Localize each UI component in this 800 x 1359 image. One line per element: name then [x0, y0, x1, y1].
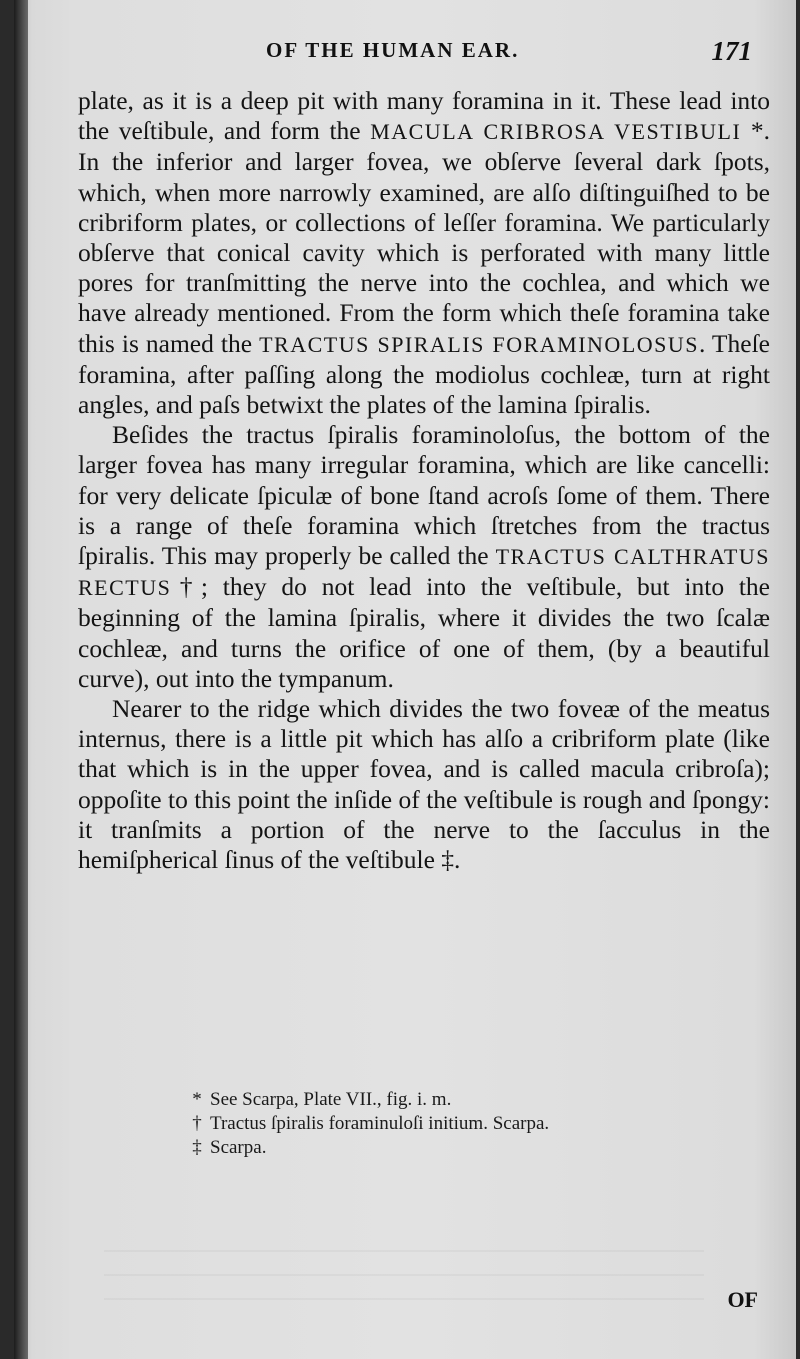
footnotes: [184, 1088, 704, 1160]
show-through: [104, 1240, 704, 1300]
paragraph-2: [78, 420, 770, 694]
tractus-calthratus-term: TRACTUS CALTHRATUS RECTUS: [78, 544, 770, 601]
footnote-text: See Scarpa, Plate VII., fig. i. m.: [210, 1089, 452, 1110]
paragraph-2-text-b: †; they do not lead into the veſtibule, but into the beginning of the lamina ſpiralis, where it divides the two ſcalæ cochleæ, and turns the orifice of one of them, (by a beautiful curve), out into the tympanum.: [78, 572, 770, 693]
paragraph-1-text-c: . Theſe foramina, after paſſing along the modiolus cochleæ, turn at right angles, and paſs betwixt the plates of the lamina ſpiralis.: [78, 328, 770, 420]
book-page: [14, 0, 796, 1359]
paragraph-3: [78, 694, 770, 875]
footnote-text: Scarpa.: [210, 1137, 267, 1158]
footnote-mark: *: [192, 1089, 202, 1110]
tractus-spiralis-term: TRACTUS SPIRALIS FORAMINOLOSUS: [259, 331, 699, 357]
running-title: OF THE HUMAN EAR.: [266, 38, 520, 62]
footnote: [184, 1112, 704, 1136]
catchword: OF: [727, 1287, 758, 1312]
paragraph-3-text: Nearer to the ridge which divides the two foveæ of the meatus internus, there is a little pit which has alſo a cribriform plate (like that which is in the upper fovea, and is called macula cribroſa); oppoſite to this point the inſide of the veſtibule is rough and ſpongy: it tranſmits a portion of the nerve to the ſacculus in the hemiſpherical ſinus of the veſtibule ‡.: [78, 694, 770, 875]
page-number: 171: [711, 36, 752, 66]
page-header: [266, 38, 760, 72]
footnote: [184, 1088, 704, 1112]
binding-shadow: [14, 0, 28, 1359]
footnote-text: Tractus ſpiralis foraminuloſi initium. Scarpa.: [210, 1113, 550, 1134]
footnote-mark: ‡: [192, 1137, 202, 1158]
macula-cribrosa-term: MACULA CRIBROSA VESTIBULI: [370, 119, 742, 145]
footnote-mark: †: [192, 1113, 202, 1134]
paragraph-1: [78, 86, 770, 420]
paragraph-1-text-a: plate, as it is a deep pit with many foramina in it. These lead into the veſtibule, and form the: [78, 86, 770, 146]
body-text: [78, 86, 770, 875]
paragraph-1-text-b: *. In the inferior and larger fovea, we obſerve ſeveral dark ſpots, which, when more narrowly examined, are alſo diſtinguiſhed to be cribriform plates, or collections of leſſer foramina. We particularly obſerve that conical cavity which is perforated with many little pores for tranſmitting the nerve into the cochlea, and which we have already mentioned. From the form which theſe foramina take this is named the: [78, 116, 770, 358]
paragraph-2-text-a: Beſides the tractus ſpiralis foraminoloſus, the bottom of the larger fovea has many irregular foramina, which are like cancelli: for very delicate ſpiculæ of bone ſtand acroſs ſome of them. There is a range of theſe foramina which ſtretches from the tractus ſpiralis. This may properly be called the: [78, 420, 770, 571]
footnote: [184, 1136, 704, 1160]
